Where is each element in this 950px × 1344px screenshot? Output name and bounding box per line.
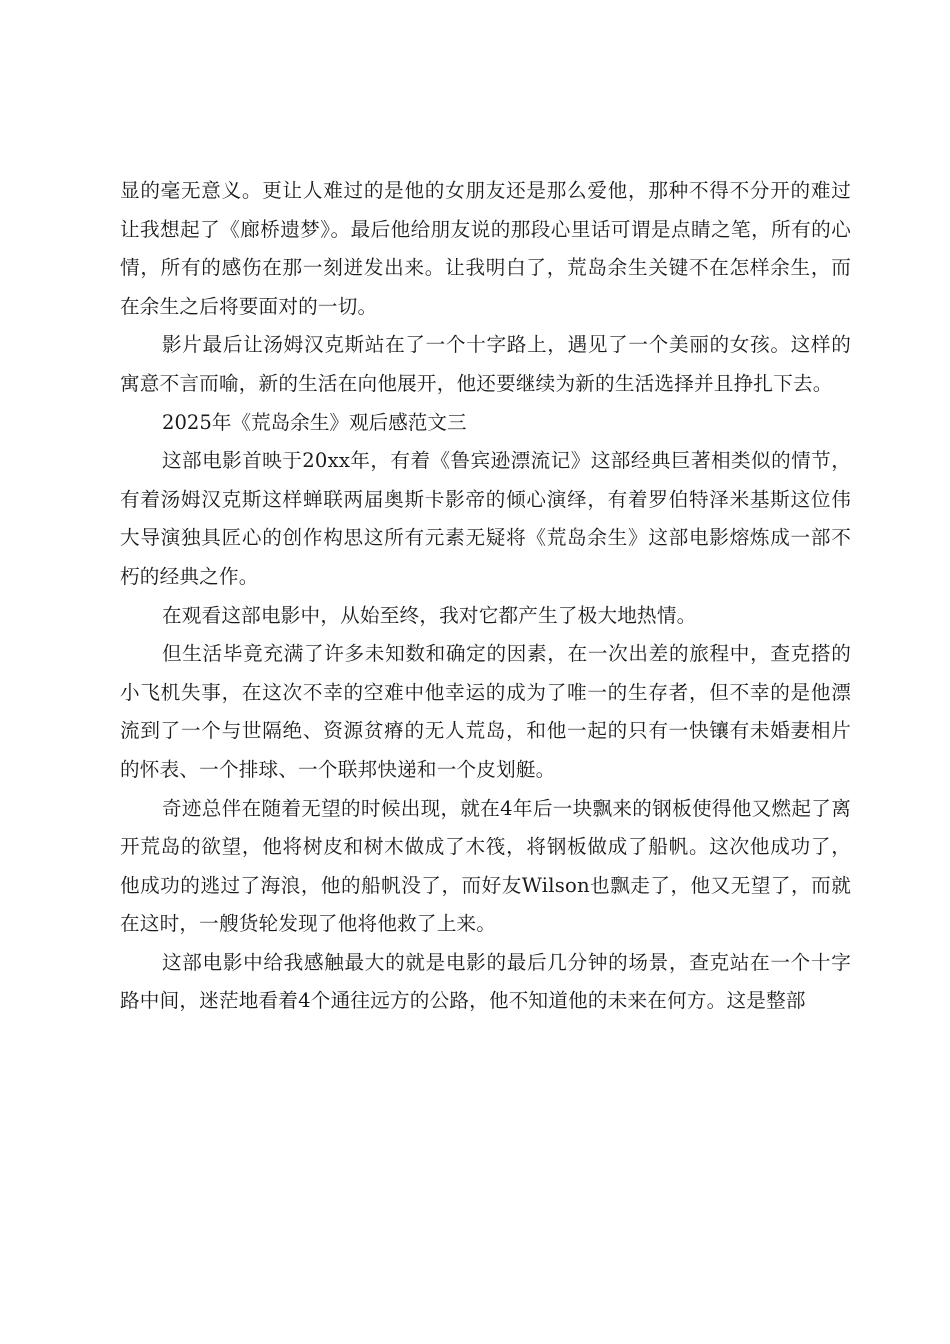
- paragraph-3: 这部电影首映于20xx年，有着《鲁宾逊漂流记》这部经典巨著相类似的情节，有着汤姆汉克斯这样蝉联两届奥斯卡影帝的倾心演绎，有着罗伯特泽米基斯这位伟大导演独具匠心的创作构思这所有元素无疑将《荒岛余生》这部电影熔炼成一部不朽的经典之作。: [120, 449, 851, 588]
- paragraph-1: 显的毫无意义。更让人难过的是他的女朋友还是那么爱他，那种不得不分开的难过让我想起了《廊桥遗梦》。最后他给朋友说的那段心里话可谓是点睛之笔，所有的心情，所有的感伤在那一刻迸发出来。让我明白了，荒岛余生关键不在怎样余生，而在余生之后将要面对的一切。: [120, 179, 851, 318]
- section-heading: 2025年《荒岛余生》观后感范文三: [162, 410, 467, 434]
- paragraph-4: 在观看这部电影中，从始至终，我对它都产生了极大地热情。: [162, 603, 697, 627]
- document-page: [120, 172, 851, 1021]
- paragraph-2: 影片最后让汤姆汉克斯站在了一个十字路上，遇见了一个美丽的女孩。这样的寓意不言而喻，新的生活在向他展开，他还要继续为新的生活选择并且挣扎下去。: [120, 333, 851, 395]
- paragraph-6: 奇迹总伴在随着无望的时候出现，就在4年后一块飘来的钢板使得他又燃起了离开荒岛的欲望，他将树皮和树木做成了木筏，将钢板做成了船帆。这次他成功了，他成功的逃过了海浪，他的船帆没了，而好友Wilson也飘走了，他又无望了，而就在这时，一艘货轮发现了他将他救了上来。: [120, 796, 851, 936]
- paragraph-5: 但生活毕竟充满了许多未知数和确定的因素，在一次出差的旅程中，查克搭的小飞机失事，在这次不幸的空难中他幸运的成为了唯一的生存者，但不幸的是他漂流到了一个与世隔绝、资源贫瘠的无人荒岛，和他一起的只有一快镶有未婚妻相片的怀表、一个排球、一个联邦快递和一个皮划艇。: [120, 642, 851, 781]
- paragraph-7: 这部电影中给我感触最大的就是电影的最后几分钟的场景，查克站在一个十字路中间，迷茫地看着4个通往远方的公路，他不知道他的未来在何方。这是整部: [120, 950, 851, 1013]
